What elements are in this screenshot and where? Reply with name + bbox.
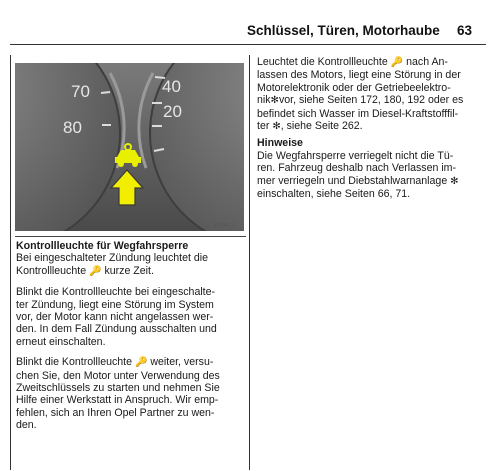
text-line: chen Sie, den Motor unter Verwendung des	[16, 369, 220, 382]
car-key-icon: 🔑	[134, 357, 148, 369]
gauge-label: 70	[71, 82, 90, 101]
text-line: Motorelektronik oder der Getriebeelektro-	[257, 81, 451, 94]
text-line: Die Wegfahrsperre verriegelt nicht die Tü-	[257, 149, 454, 162]
text-line: mer verriegeln und Diebstahlwarnanlage ✻	[257, 174, 459, 187]
page-number: 63	[457, 23, 473, 38]
text-line: erneut einschalten.	[16, 335, 106, 348]
car-key-icon: 🔑	[390, 57, 404, 68]
figure-number: 17544 J	[214, 223, 234, 229]
text-line: Blinkt die Kontrollleuchte 🔑 weiter, versu-	[16, 356, 214, 369]
text-line: Bei eingeschalteter Zündung leuchtet die	[16, 252, 208, 265]
left-column-text	[16, 240, 246, 432]
text-line: lassen des Motors, liegt eine Störung in der	[257, 69, 461, 82]
text-line: den. In dem Fall Zündung ausschalten und	[16, 323, 217, 336]
right-column-text	[257, 56, 489, 200]
car-key-icon: 🔑	[89, 265, 102, 277]
gauge-label: 80	[63, 118, 82, 137]
note-heading: Hinweise	[257, 137, 303, 150]
instrument-cluster-illustration	[15, 63, 244, 231]
text-line: den.	[16, 419, 37, 432]
gauge-label: 40	[162, 77, 181, 96]
text-line: ren. Fahrzeug deshalb nach Verlassen im-	[257, 162, 457, 175]
text-line: fehlen, sich an Ihren Opel Partner zu wen-	[16, 406, 215, 419]
text-line: Leuchtet die Kontrollleuchte 🔑 nach An-	[257, 56, 448, 68]
text-line: Blinkt die Kontrollleuchte bei eingeschalte-	[16, 286, 216, 299]
figure-rule	[15, 236, 246, 237]
gauge-label: 20	[163, 102, 182, 121]
text-line: ter Zündung, liegt eine Störung im System	[16, 298, 214, 311]
text-line: Zweitschlüssels zu starten und nehmen Sie	[16, 382, 220, 395]
service-asterisk-icon: ✻	[272, 121, 281, 133]
service-asterisk-icon: ✻	[450, 175, 459, 187]
text-line: vor, der Motor kann nicht angelassen wer-	[16, 311, 214, 324]
text-line: einschalten, siehe Seiten 66, 71.	[257, 188, 411, 201]
instrument-cluster-figure	[15, 63, 244, 231]
text-line: Kontrollleuchte 🔑 kurze Zeit.	[16, 264, 154, 277]
section-heading: Kontrollleuchte für Wegfahrsperre	[16, 240, 189, 252]
header-rule	[10, 44, 486, 45]
page-header-title: Schlüssel, Türen, Motorhaube	[247, 23, 440, 38]
text-line: ter ✻, siehe Seite 262.	[257, 120, 363, 133]
service-asterisk-icon: ✻	[270, 95, 279, 107]
text-line: Hilfe einer Werkstatt in Anspruch. Wir emp-	[16, 394, 219, 407]
text-line: befindet sich Wasser im Diesel-Kraftstofffil-	[257, 107, 459, 120]
text-line: nik✻vor, siehe Seiten 172, 180, 192 oder es	[257, 94, 464, 107]
